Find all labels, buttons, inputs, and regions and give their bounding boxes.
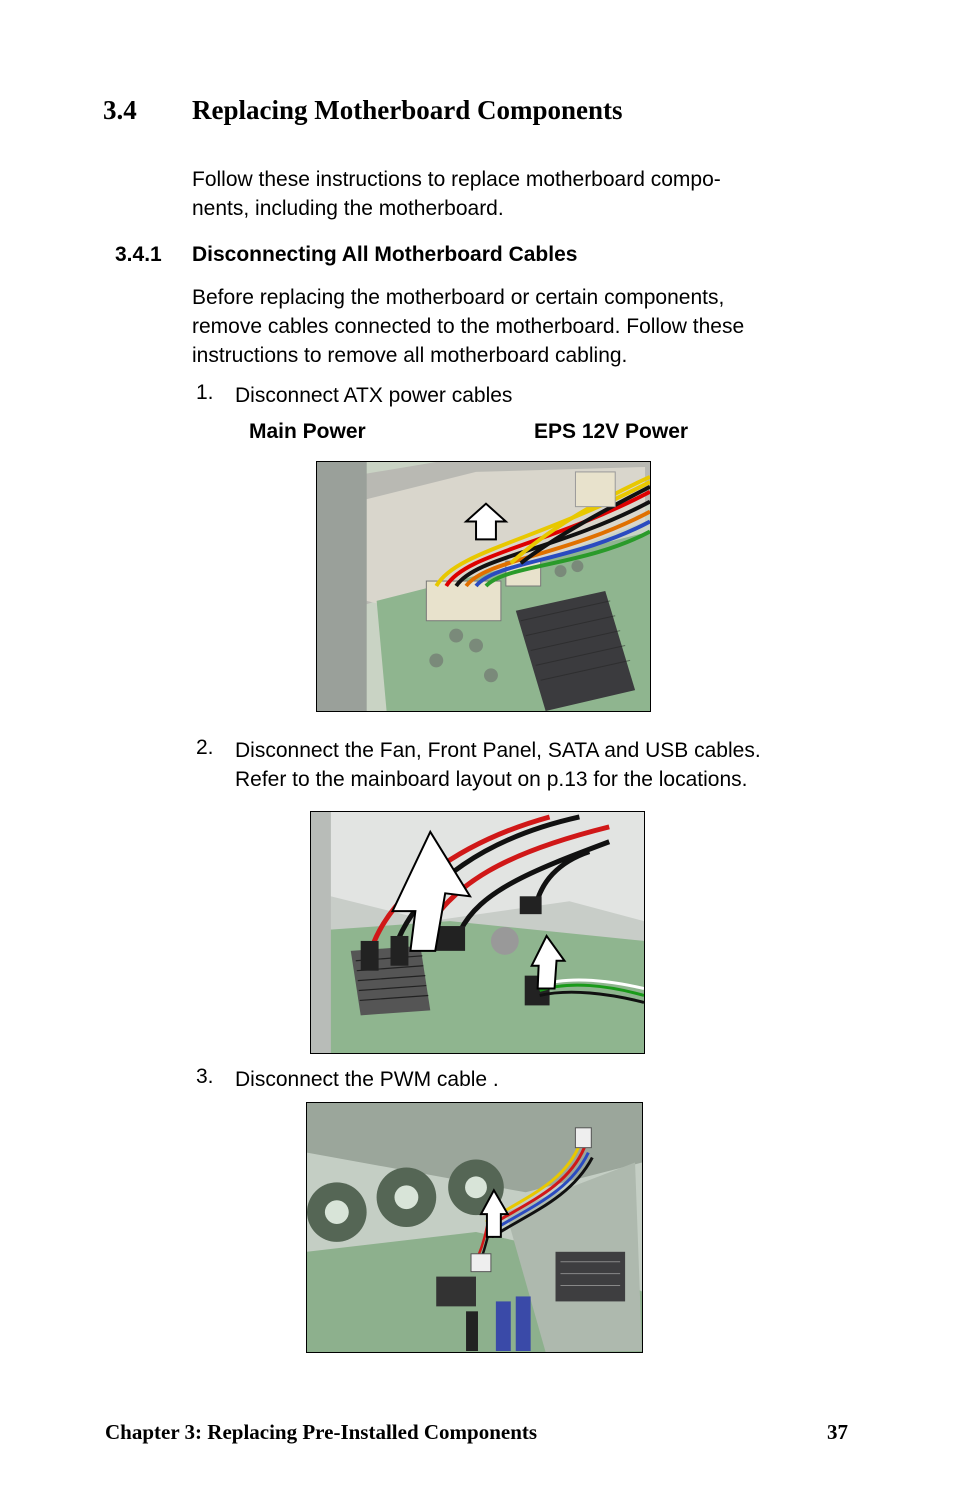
caption-main-power: Main Power [249,420,366,443]
footer-page-number: 37 [827,1420,848,1444]
section-number: 3.4 [103,95,137,125]
footer-chapter: Chapter 3: Replacing Pre-Installed Components [105,1420,538,1444]
step-3-text: Disconnect the PWM cable . [235,1068,499,1091]
step-3-number: 3. [196,1065,214,1088]
subsection-line-1: Before replacing the motherboard or certain components, [192,286,725,309]
photo-atx-power-cables [316,461,651,712]
step-2-line-1: Disconnect the Fan, Front Panel, SATA and USB cables. [235,739,761,762]
intro-line-1: Follow these instructions to replace motherboard compo- [192,168,721,191]
step-2-line-2: Refer to the mainboard layout on p.13 for the locations. [235,768,748,791]
intro-paragraph [192,165,852,223]
step-2-text [235,736,875,794]
photo-pwm-cable [306,1102,643,1353]
intro-line-2: nents, including the motherboard. [192,197,504,220]
subsection-line-2: remove cables connected to the motherboard. Follow these [192,315,745,338]
caption-eps-power: EPS 12V Power [534,420,689,443]
photo-fan-panel-sata-usb-cables [310,811,645,1054]
subsection-title: Disconnecting All Motherboard Cables [192,243,578,266]
subsection-line-3: instructions to remove all motherboard cabling. [192,344,628,367]
section-title: Replacing Motherboard Components [192,95,623,125]
step-1-number: 1. [196,381,214,404]
step-1-text: Disconnect ATX power cables [235,384,513,407]
step-2-number: 2. [196,736,214,759]
subsection-paragraph [192,283,852,370]
subsection-number: 3.4.1 [115,243,162,266]
